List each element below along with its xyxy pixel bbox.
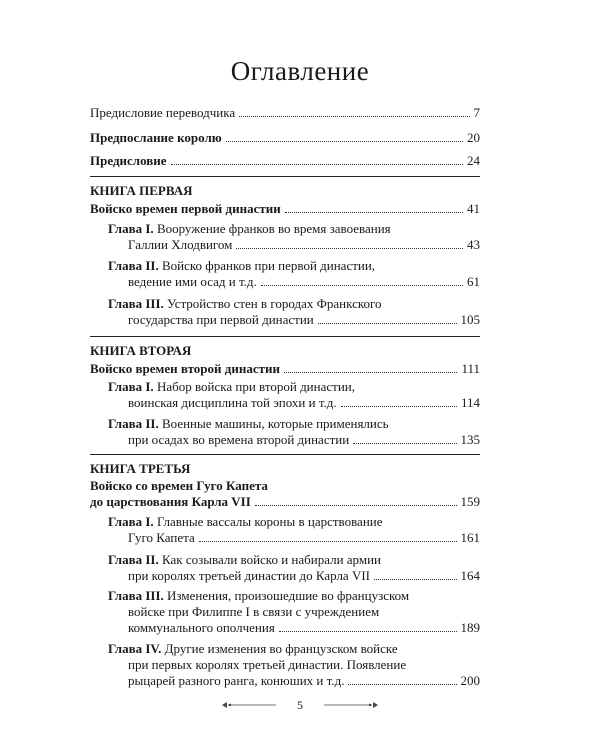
dot-leader — [199, 541, 457, 542]
entry-title: Устройство стен в городах Франкского — [167, 296, 382, 311]
section-divider — [90, 454, 480, 455]
entry-title-cont: войске при Филиппе I в связи с учреждением — [128, 604, 380, 619]
dot-leader — [261, 285, 463, 286]
page-title: Оглавление — [230, 56, 370, 86]
page-number: 114 — [460, 395, 480, 410]
toc-entry-book3-part[interactable] — [90, 478, 480, 510]
toc-entry-book2-ch2[interactable] — [108, 416, 480, 448]
page-number: 43 — [467, 237, 480, 252]
entry-title-cont: воинская дисциплина той эпохи и т.д. — [128, 395, 337, 410]
chapter-label: Глава IV. — [108, 641, 162, 656]
entry-title: Предисловие — [90, 153, 167, 168]
dot-leader — [226, 141, 463, 142]
toc-entry-book3-ch4[interactable] — [108, 641, 480, 689]
chapter-label: Глава III. — [108, 588, 164, 603]
toc-entry-book3-ch1[interactable] — [108, 514, 480, 546]
toc-entry-translator-preface[interactable] — [90, 105, 480, 121]
toc-entry-book1-ch3[interactable] — [108, 296, 480, 328]
toc-entry-book3-ch2[interactable] — [108, 552, 480, 584]
page-number: 189 — [460, 620, 480, 635]
page-number: 161 — [460, 530, 480, 545]
chapter-label: Глава III. — [108, 296, 164, 311]
dot-leader — [353, 443, 456, 444]
chapter-label: Глава II. — [108, 258, 159, 273]
dot-leader — [255, 505, 457, 506]
dot-leader — [171, 164, 463, 165]
entry-title: Как созывали войско и набирали армии — [162, 552, 382, 567]
chapter-label: Глава II. — [108, 552, 159, 567]
page-number: 20 — [467, 130, 480, 145]
page-number: 135 — [460, 432, 480, 447]
entry-title-cont: коммунального ополчения — [128, 620, 275, 635]
page-number: 111 — [461, 361, 480, 376]
entry-title-cont: при королях третьей династии до Карла VII — [128, 568, 370, 583]
entry-title: Войско времен первой династии — [90, 201, 281, 216]
section-divider — [90, 336, 480, 337]
dot-leader — [279, 631, 457, 632]
toc-entry-preface[interactable] — [90, 153, 480, 169]
chapter-label: Глава I. — [108, 379, 154, 394]
entry-title-cont: государства при первой династии — [128, 312, 314, 327]
book-heading: КНИГА ТРЕТЬЯ — [90, 461, 191, 476]
dot-leader — [348, 684, 456, 685]
entry-title: Предпослание королю — [90, 130, 222, 145]
chapter-label: Глава I. — [108, 514, 154, 529]
page-number: 105 — [460, 312, 480, 327]
toc-entry-book2-ch1[interactable] — [108, 379, 480, 411]
dot-leader — [374, 579, 457, 580]
dot-leader — [236, 248, 463, 249]
page-number: 164 — [460, 568, 480, 583]
entry-title: Войско времен второй династии — [90, 361, 280, 376]
entry-title-cont: Гуго Капета — [128, 530, 195, 545]
entry-title-cont: до царствования Карла VII — [90, 494, 251, 509]
page-number: 200 — [460, 673, 480, 688]
page-footer — [0, 698, 600, 714]
ornament-left-icon — [220, 699, 280, 714]
page-number: 24 — [467, 153, 480, 168]
entry-title: Предисловие переводчика — [90, 105, 236, 120]
entry-title: Другие изменения во французском войске — [164, 641, 398, 656]
toc-entry-dedication[interactable] — [90, 130, 480, 146]
toc-entry-book1-part[interactable] — [90, 201, 480, 217]
page-number: 61 — [467, 274, 480, 289]
entry-title: Войско со времен Гуго Капета — [90, 478, 268, 493]
entry-title-cont: рыцарей разного ранга, конюших и т.д. — [128, 673, 345, 688]
entry-title-cont: при осадах во времена второй династии — [128, 432, 350, 447]
entry-title: Набор войска при второй династии, — [156, 379, 355, 394]
toc-entry-book1-ch1[interactable] — [108, 221, 480, 253]
entry-title-cont: Галлии Хлодвигом — [128, 237, 233, 252]
dot-leader — [284, 372, 457, 373]
dot-leader — [318, 323, 457, 324]
entry-title: Главные вассалы короны в царствование — [156, 514, 383, 529]
page-number: 41 — [467, 201, 480, 216]
ornament-right-icon — [320, 699, 380, 714]
entry-title: Военные машины, которые применялись — [162, 416, 389, 431]
entry-title: Изменения, произошедшие во французском — [167, 588, 410, 603]
dot-leader — [239, 116, 469, 117]
dot-leader — [285, 212, 463, 213]
page-number-footer: 5 — [297, 698, 303, 712]
dot-leader — [341, 406, 457, 407]
entry-title: Вооружение франков во время завоевания — [156, 221, 391, 236]
page-number: 7 — [473, 105, 480, 120]
page-number: 159 — [460, 494, 480, 509]
entry-title: Войско франков при первой династии, — [162, 258, 376, 273]
entry-title-cont: при первых королях третьей династии. Появление — [128, 657, 407, 672]
chapter-label: Глава I. — [108, 221, 154, 236]
entry-title-cont: ведение ими осад и т.д. — [128, 274, 257, 289]
toc-entry-book3-ch3[interactable] — [108, 588, 480, 636]
book-heading: КНИГА ВТОРАЯ — [90, 343, 192, 358]
book-heading: КНИГА ПЕРВАЯ — [90, 183, 193, 198]
toc-entry-book2-part[interactable] — [90, 361, 480, 377]
section-divider — [90, 176, 480, 177]
toc-entry-book1-ch2[interactable] — [108, 258, 480, 290]
chapter-label: Глава II. — [108, 416, 159, 431]
